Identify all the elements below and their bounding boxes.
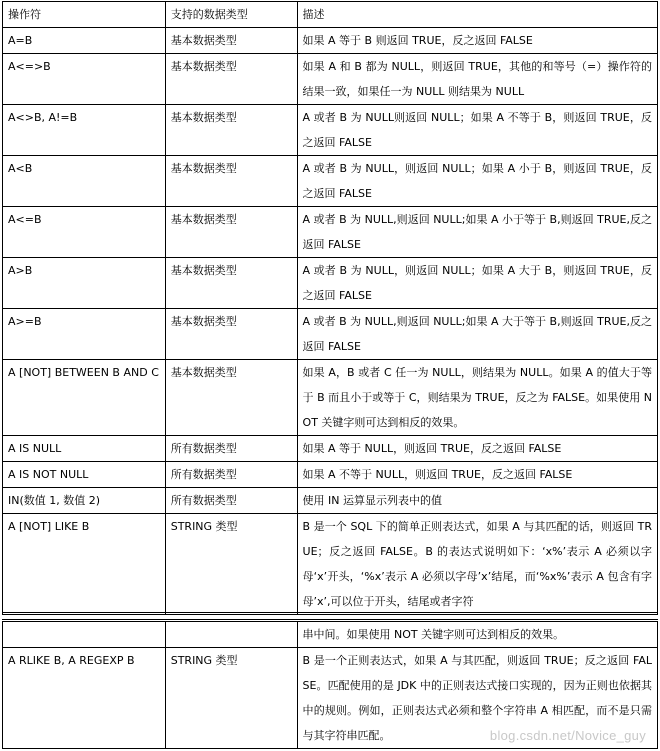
operator-cell: A IS NOT NULL <box>3 462 166 488</box>
header-data-type: 支持的数据类型 <box>165 2 297 28</box>
description-cell: 如果 A 不等于 NULL，则返回 TRUE，反之返回 FALSE <box>297 462 657 488</box>
operator-cell: A<=>B <box>3 54 166 105</box>
operator-cell: A<B <box>3 156 166 207</box>
table-row <box>3 488 658 514</box>
data-type-cell: 所有数据类型 <box>165 436 297 462</box>
description-cell: 如果 A 等于 NULL，则返回 TRUE，反之返回 FALSE <box>297 436 657 462</box>
table-row <box>3 207 658 258</box>
operator-cell <box>3 622 166 648</box>
description-cell: A 或者 B 为 NULL,则返回 NULL;如果 A 小于等于 B,则返回 TRUE,反之返回 FALSE <box>297 207 657 258</box>
description-cell: 如果 A，B 或者 C 任一为 NULL，则结果为 NULL。如果 A 的值大于等于 B 而且小于或等于 C，则结果为 TRUE，反之为 FALSE。如果使用 NOT 关键字则可达到相反的效果。 <box>297 360 657 436</box>
table-row <box>3 28 658 54</box>
table-row <box>3 622 658 648</box>
table-row <box>3 105 658 156</box>
data-type-cell: 基本数据类型 <box>165 105 297 156</box>
operator-table <box>2 1 658 615</box>
description-cell: B 是一个 SQL 下的简单正则表达式，如果 A 与其匹配的话，则返回 TRUE；反之返回 FALSE。B 的表达式说明如下：‘x%’表示 A 必须以字母‘x’开头，‘%x’表示 A 必须以字母’x’结尾，而‘%x%’表示 A 包含有字母’x’,可以位于开头，结尾或者字符 <box>297 514 657 615</box>
table-row <box>3 514 658 615</box>
data-type-cell: 基本数据类型 <box>165 309 297 360</box>
description-cell: 如果 A 等于 B 则返回 TRUE，反之返回 FALSE <box>297 28 657 54</box>
data-type-cell: 基本数据类型 <box>165 360 297 436</box>
operator-cell: A<>B, A!=B <box>3 105 166 156</box>
operator-cell: A IS NULL <box>3 436 166 462</box>
table-header-row <box>3 2 658 28</box>
operator-cell: A [NOT] LIKE B <box>3 514 166 615</box>
description-cell: A 或者 B 为 NULL则返回 NULL；如果 A 不等于 B，则返回 TRUE，反之返回 FALSE <box>297 105 657 156</box>
operator-cell: A>=B <box>3 309 166 360</box>
data-type-cell: 基本数据类型 <box>165 156 297 207</box>
data-type-cell <box>165 622 297 648</box>
table-row <box>3 54 658 105</box>
header-description: 描述 <box>297 2 657 28</box>
description-cell: A 或者 B 为 NULL，则返回 NULL；如果 A 大于 B，则返回 TRUE，反之返回 FALSE <box>297 258 657 309</box>
description-cell: A 或者 B 为 NULL,则返回 NULL;如果 A 大于等于 B,则返回 TRUE,反之返回 FALSE <box>297 309 657 360</box>
description-cell: 使用 IN 运算显示列表中的值 <box>297 488 657 514</box>
description-cell: A 或者 B 为 NULL，则返回 NULL；如果 A 小于 B，则返回 TRUE，反之返回 FALSE <box>297 156 657 207</box>
description-cell: 如果 A 和 B 都为 NULL，则返回 TRUE，其他的和等号（=）操作符的结果一致，如果任一为 NULL 则结果为 NULL <box>297 54 657 105</box>
data-type-cell: 所有数据类型 <box>165 462 297 488</box>
operator-cell: A<=B <box>3 207 166 258</box>
header-operator: 操作符 <box>3 2 166 28</box>
operator-cell: A=B <box>3 28 166 54</box>
data-type-cell: 基本数据类型 <box>165 54 297 105</box>
operator-cell: A>B <box>3 258 166 309</box>
data-type-cell: 基本数据类型 <box>165 207 297 258</box>
data-type-cell: STRING 类型 <box>165 648 297 749</box>
watermark: blog.csdn.net/Novice_guy <box>489 728 646 743</box>
data-type-cell: 基本数据类型 <box>165 28 297 54</box>
description-cell: 串中间。如果使用 NOT 关键字则可达到相反的效果。 <box>297 622 657 648</box>
data-type-cell: 基本数据类型 <box>165 258 297 309</box>
operator-cell: A RLIKE B, A REGEXP B <box>3 648 166 749</box>
table-row <box>3 156 658 207</box>
table-row <box>3 360 658 436</box>
data-type-cell: STRING 类型 <box>165 514 297 615</box>
table-row <box>3 258 658 309</box>
table-row <box>3 462 658 488</box>
operator-cell: A [NOT] BETWEEN B AND C <box>3 360 166 436</box>
table-row <box>3 436 658 462</box>
page-break-gap <box>2 612 658 620</box>
description-cell: B 是一个正则表达式，如果 A 与其匹配，则返回 TRUE；反之返回 FALSE。匹配使用的是 JDK 中的正则表达式接口实现的，因为正则也依据其中的规则。例如，正则表达式必须和整个字符串 A 相匹配，而不是只需与其字符串匹配。 <box>297 648 657 749</box>
data-type-cell: 所有数据类型 <box>165 488 297 514</box>
table-row <box>3 309 658 360</box>
operator-cell: IN(数值 1, 数值 2) <box>3 488 166 514</box>
